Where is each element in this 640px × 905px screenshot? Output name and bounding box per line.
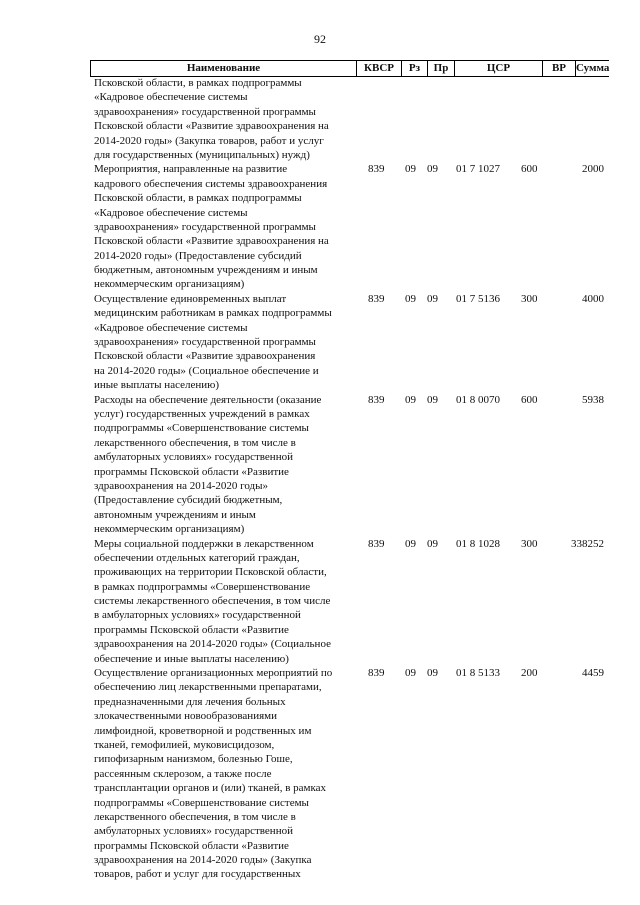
row-name-line: Псковской области «Развитие здравоохранения на	[94, 120, 329, 133]
cell-csr: 01 8 0070	[456, 393, 500, 406]
header-vr: ВР	[543, 61, 576, 76]
header-sum: Сумма	[576, 62, 610, 74]
header-rz: Рз	[402, 61, 428, 76]
row-name	[94, 76, 356, 162]
row-name-line: некоммерческим организациям)	[94, 523, 245, 536]
row-name	[94, 666, 356, 882]
header-name: Наименование	[91, 61, 357, 76]
row-name-line: «Кадровое обеспечение системы	[94, 321, 248, 334]
row-name-line: Расходы на обеспечение деятельности (оказание	[94, 393, 322, 406]
row-name-line: трансплантации органов и (или) тканей, в рамках	[94, 782, 327, 795]
row-name-line: амбулаторных условиях» государственной	[94, 825, 293, 838]
row-name-line: рассеянным склерозом, а также после	[94, 767, 272, 780]
row-name-line: тканей, гемофилией, муковисцидозом,	[94, 738, 275, 751]
row-name-line: амбулаторных условиях» государственной	[94, 451, 293, 464]
row-name-line: здравоохранения» государственной программы	[94, 336, 316, 349]
cell-vr: 600	[521, 393, 538, 406]
row-name-line: Псковской области, в рамках подпрограммы	[94, 192, 302, 205]
row-name-line: системы лекарственного обеспечения, в том числе	[94, 595, 331, 608]
cell-sum: 4459	[582, 667, 604, 680]
cell-rz: 09	[405, 163, 416, 176]
row-name-line: злокачественными новообразованиями	[94, 710, 277, 723]
row-name-line: медицинским работникам в рамках подпрограммы	[94, 307, 332, 320]
row-name-line: лекарственного обеспечения, в том числе в	[94, 436, 296, 449]
row-name-line: Псковской области, в рамках подпрограммы	[94, 77, 302, 89]
row-name-line: лимфоидной, кроветворной и родственных им	[94, 724, 312, 737]
cell-csr: 01 7 5136	[456, 292, 500, 305]
row-name-line: лекарственного обеспечения, в том числе в	[94, 810, 296, 823]
row-name-line: здравоохранения» государственной программы	[94, 105, 316, 118]
cell-kvsr: 839	[368, 393, 385, 406]
row-name-line: Осуществление единовременных выплат	[94, 292, 287, 305]
cell-kvsr: 839	[368, 292, 385, 305]
cell-csr: 01 8 5133	[456, 667, 500, 680]
row-name-line: здравоохранения на 2014-2020 годы»	[94, 479, 269, 492]
row-name-line: (Предоставление субсидий бюджетным,	[94, 494, 283, 507]
cell-vr: 300	[521, 537, 538, 550]
cell-rz: 09	[405, 292, 416, 305]
row-name-line: в амбулаторных условиях» государственной	[94, 609, 301, 622]
row-name-line: в рамках подпрограммы «Совершенствование	[94, 580, 311, 593]
cell-kvsr: 839	[368, 537, 385, 550]
row-name-line: «Кадровое обеспечение системы	[94, 206, 248, 219]
table-row	[94, 393, 614, 537]
row-name-line: здравоохранения на 2014-2020 годы» (Социальное	[94, 638, 331, 651]
row-name-line: 2014-2020 годы» (Закупка товаров, работ и услуг	[94, 134, 324, 147]
row-name-line: Псковской области «Развитие здравоохранения	[94, 350, 316, 363]
cell-csr: 01 7 1027	[456, 163, 500, 176]
cell-sum: 4000	[582, 292, 604, 305]
cell-kvsr: 839	[368, 163, 385, 176]
cell-csr: 01 8 1028	[456, 537, 500, 550]
row-name-line: бюджетным, автономным учреждениям и иным	[94, 264, 318, 277]
row-name-line: 2014-2020 годы» (Предоставление субсидий	[94, 249, 302, 262]
cell-kvsr: 839	[368, 667, 385, 680]
table-row	[94, 292, 614, 393]
table-header	[90, 60, 609, 77]
row-name-line: проживающих на территории Псковской области,	[94, 566, 327, 579]
cell-rz: 09	[405, 667, 416, 680]
cell-pr: 09	[427, 667, 438, 680]
page-number: 92	[314, 32, 326, 46]
cell-pr: 09	[427, 537, 438, 550]
header-pr: Пр	[428, 61, 455, 76]
row-name-line: обеспечению лиц лекарственными препаратами,	[94, 681, 322, 694]
row-name	[94, 537, 356, 667]
row-name-line: для государственных (муниципальных) нужд)	[94, 148, 310, 161]
row-name-line: подпрограммы «Совершенствование системы	[94, 796, 309, 809]
cell-vr: 300	[521, 292, 538, 305]
cell-rz: 09	[405, 537, 416, 550]
row-name-line: обеспечение и иные выплаты населению)	[94, 652, 289, 665]
row-name-line: товаров, работ и услуг для государственных	[94, 868, 301, 881]
row-name	[94, 162, 356, 292]
table-body	[94, 76, 614, 882]
cell-vr: 200	[521, 667, 538, 680]
row-name-line: Осуществление организационных мероприятий по	[94, 667, 333, 680]
cell-pr: 09	[427, 292, 438, 305]
row-name-line: подпрограммы «Совершенствование системы	[94, 422, 309, 435]
row-name-line: автономным учреждениям и иным	[94, 508, 256, 521]
row-name-line: предназначенными для лечения больных	[94, 695, 286, 708]
cell-vr: 600	[521, 163, 538, 176]
cell-sum: 2000	[582, 163, 604, 176]
cell-rz: 09	[405, 393, 416, 406]
table-row	[94, 162, 614, 292]
header-csr: ЦСР	[455, 61, 543, 76]
row-name-line: программы Псковской области «Развитие	[94, 839, 289, 852]
table-row	[94, 537, 614, 667]
cell-sum: 5938	[582, 393, 604, 406]
row-name-line: здравоохранения» государственной программы	[94, 220, 316, 233]
row-name-line: Псковской области «Развитие здравоохранения на	[94, 235, 329, 248]
row-name-line: программы Псковской области «Развитие	[94, 623, 289, 636]
row-name-line: обеспечении отдельных категорий граждан,	[94, 551, 300, 564]
row-name-line: «Кадровое обеспечение системы	[94, 91, 248, 104]
row-name-line: Мероприятия, направленные на развитие	[94, 163, 288, 176]
row-name	[94, 292, 356, 393]
row-name-line: на 2014-2020 годы» (Социальное обеспечение и	[94, 364, 319, 377]
row-name	[94, 393, 356, 537]
table-row	[94, 76, 614, 162]
row-name-line: некоммерческим организациям)	[94, 278, 245, 291]
header-kvsr: КВСР	[357, 61, 402, 76]
table-row	[94, 666, 614, 882]
cell-sum: 338252	[571, 537, 604, 550]
row-name-line: гипофизарным нанизмом, болезнью Гоше,	[94, 753, 293, 766]
row-name-line: здравоохранения на 2014-2020 годы» (Закупка	[94, 854, 312, 867]
cell-pr: 09	[427, 393, 438, 406]
row-name-line: услуг) государственных учреждений в рамках	[94, 407, 310, 420]
row-name-line: иные выплаты населению)	[94, 379, 219, 392]
row-name-line: программы Псковской области «Развитие	[94, 465, 289, 478]
cell-pr: 09	[427, 163, 438, 176]
row-name-line: Меры социальной поддержки в лекарственном	[94, 537, 314, 550]
row-name-line: кадрового обеспечения системы здравоохранения	[94, 177, 328, 190]
